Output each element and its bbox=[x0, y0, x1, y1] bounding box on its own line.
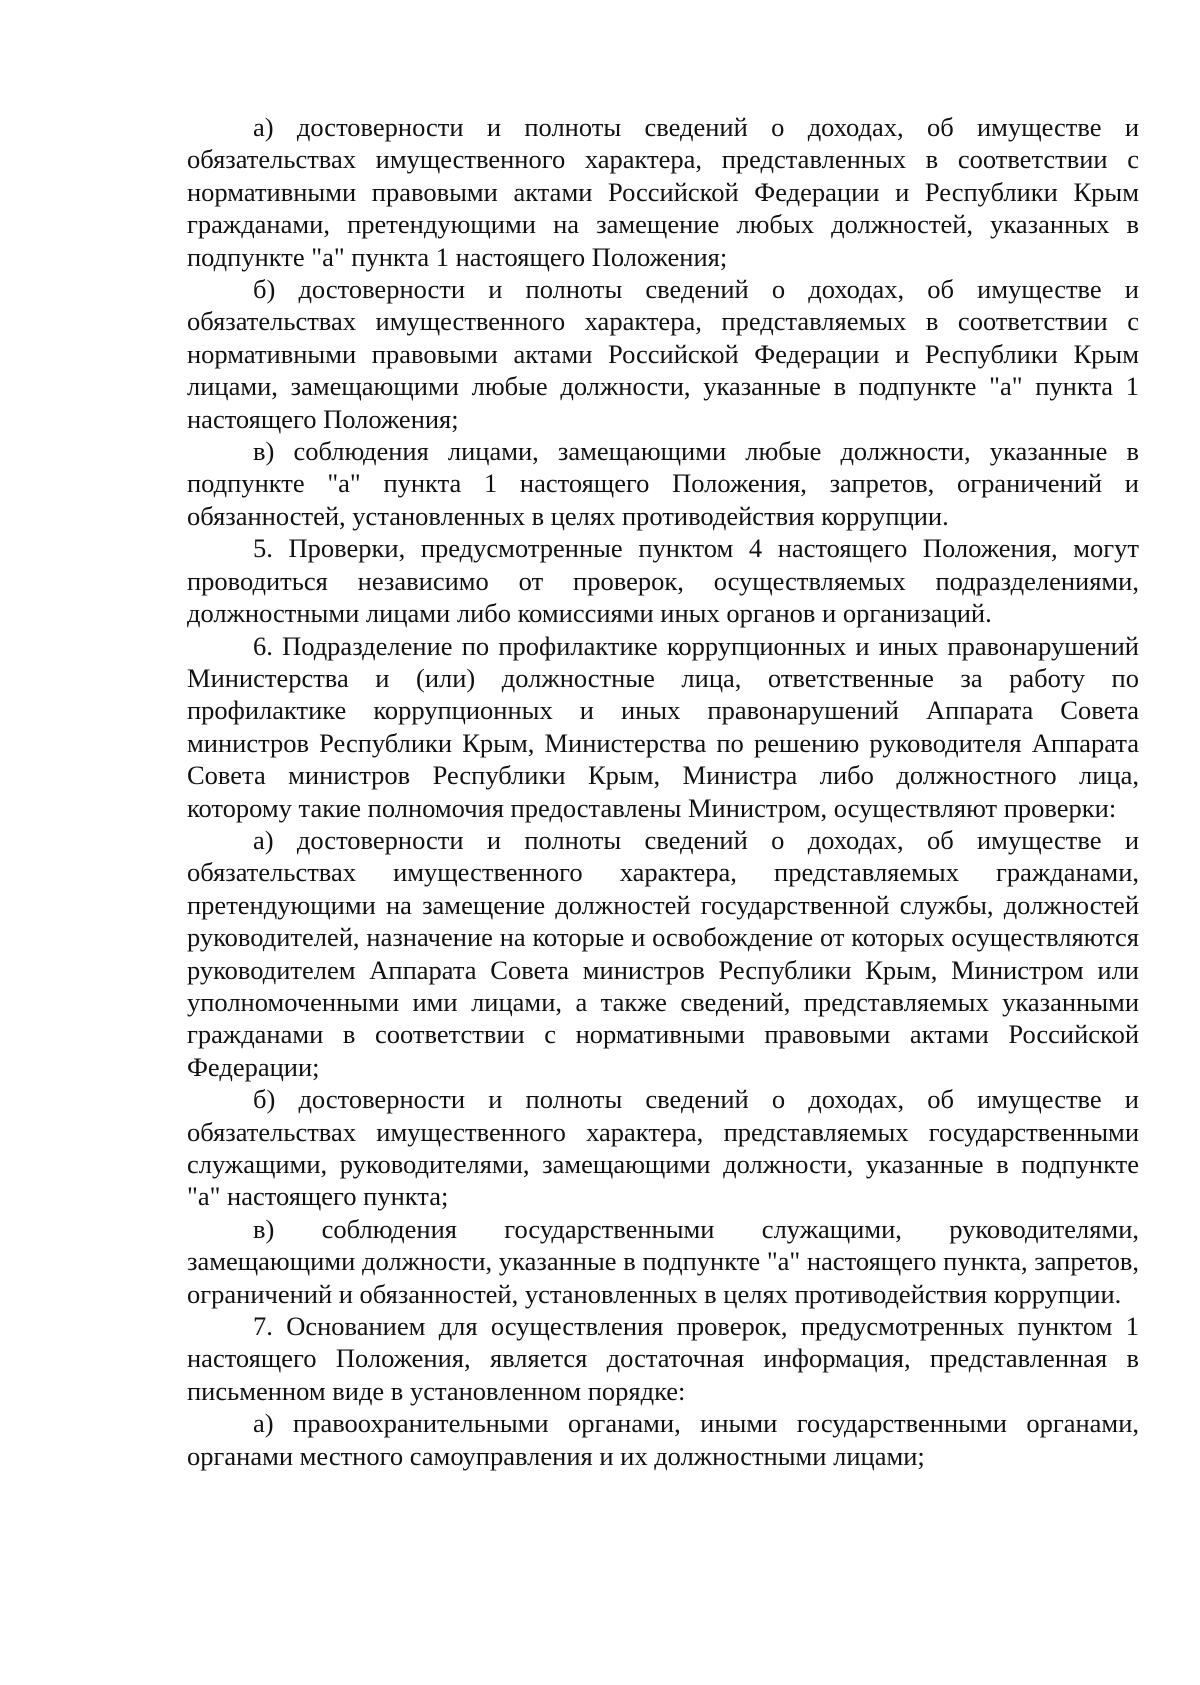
document-page bbox=[187, 111, 1139, 1472]
paragraph-4b: б) достоверности и полноты сведений о доходах, об имуществе и обязательствах имущественного характера, представляемых в соответствии с нормативными правовыми актами Российской Федерации и Республики Крым лицами, замещающими любые должности, указанные в подпункте "а" пункта 1 настоящего Положения; bbox=[187, 274, 1139, 434]
paragraph-6a: а) достоверности и полноты сведений о доходах, об имуществе и обязательствах имущественного характера, представляемых гражданами, претендующими на замещение должностей государственной службы, должностей руководителей, назначение на которые и освобождение от которых осуществляются руководителем Аппарата Совета министров Республики Крым, Министром или уполномоченными ими лицами, а также сведений, представляемых указанными гражданами в соответствии с нормативными правовыми актами Российской Федерации; bbox=[187, 824, 1139, 1082]
paragraph-7: 7. Основанием для осуществления проверок, предусмотренных пунктом 1 настоящего Положения, является достаточная информация, представленная в письменном виде в установленном порядке: bbox=[187, 1311, 1139, 1406]
paragraph-7a: а) правоохранительными органами, иными государственными органами, органами местного самоуправления и их должностными лицами; bbox=[187, 1408, 1139, 1471]
paragraph-6b: б) достоверности и полноты сведений о доходах, об имуществе и обязательствах имущественного характера, представляемых государственными служащими, руководителями, замещающими должности, указанные в подпункте "а" настоящего пункта; bbox=[187, 1084, 1139, 1212]
paragraph-5: 5. Проверки, предусмотренные пунктом 4 настоящего Положения, могут проводиться независимо от проверок, осуществляемых подразделениями, должностными лицами либо комиссиями иных органов и организаций. bbox=[187, 533, 1139, 629]
paragraph-6: 6. Подразделение по профилактике коррупционных и иных правонарушений Министерства и (или) должностные лица, ответственные за работу по профилактике коррупционных и иных правонарушений Аппарата Совета министров Республики Крым, Министерства по решению руководителя Аппарата Совета министров Республики Крым, Министра либо должностного лица, которому такие полномочия предоставлены Министром, осуществляют проверки: bbox=[187, 630, 1139, 823]
paragraph-4v: в) соблюдения лицами, замещающими любые должности, указанные в подпункте "а" пункта 1 настоящего Положения, запретов, ограничений и обязанностей, установленных в целях противодействия коррупции. bbox=[187, 436, 1139, 531]
paragraph-6v: в) соблюдения государственными служащими, руководителями, замещающими должности, указанные в подпункте "а" настоящего пункта, запретов, ограничений и обязанностей, установленных в целях противодействия коррупции. bbox=[187, 1213, 1139, 1309]
paragraph-4a: а) достоверности и полноты сведений о доходах, об имуществе и обязательствах имущественного характера, представленных в соответствии с нормативными правовыми актами Российской Федерации и Республики Крым гражданами, претендующими на замещение любых должностей, указанных в подпункте "а" пункта 1 настоящего Положения; bbox=[187, 112, 1139, 272]
